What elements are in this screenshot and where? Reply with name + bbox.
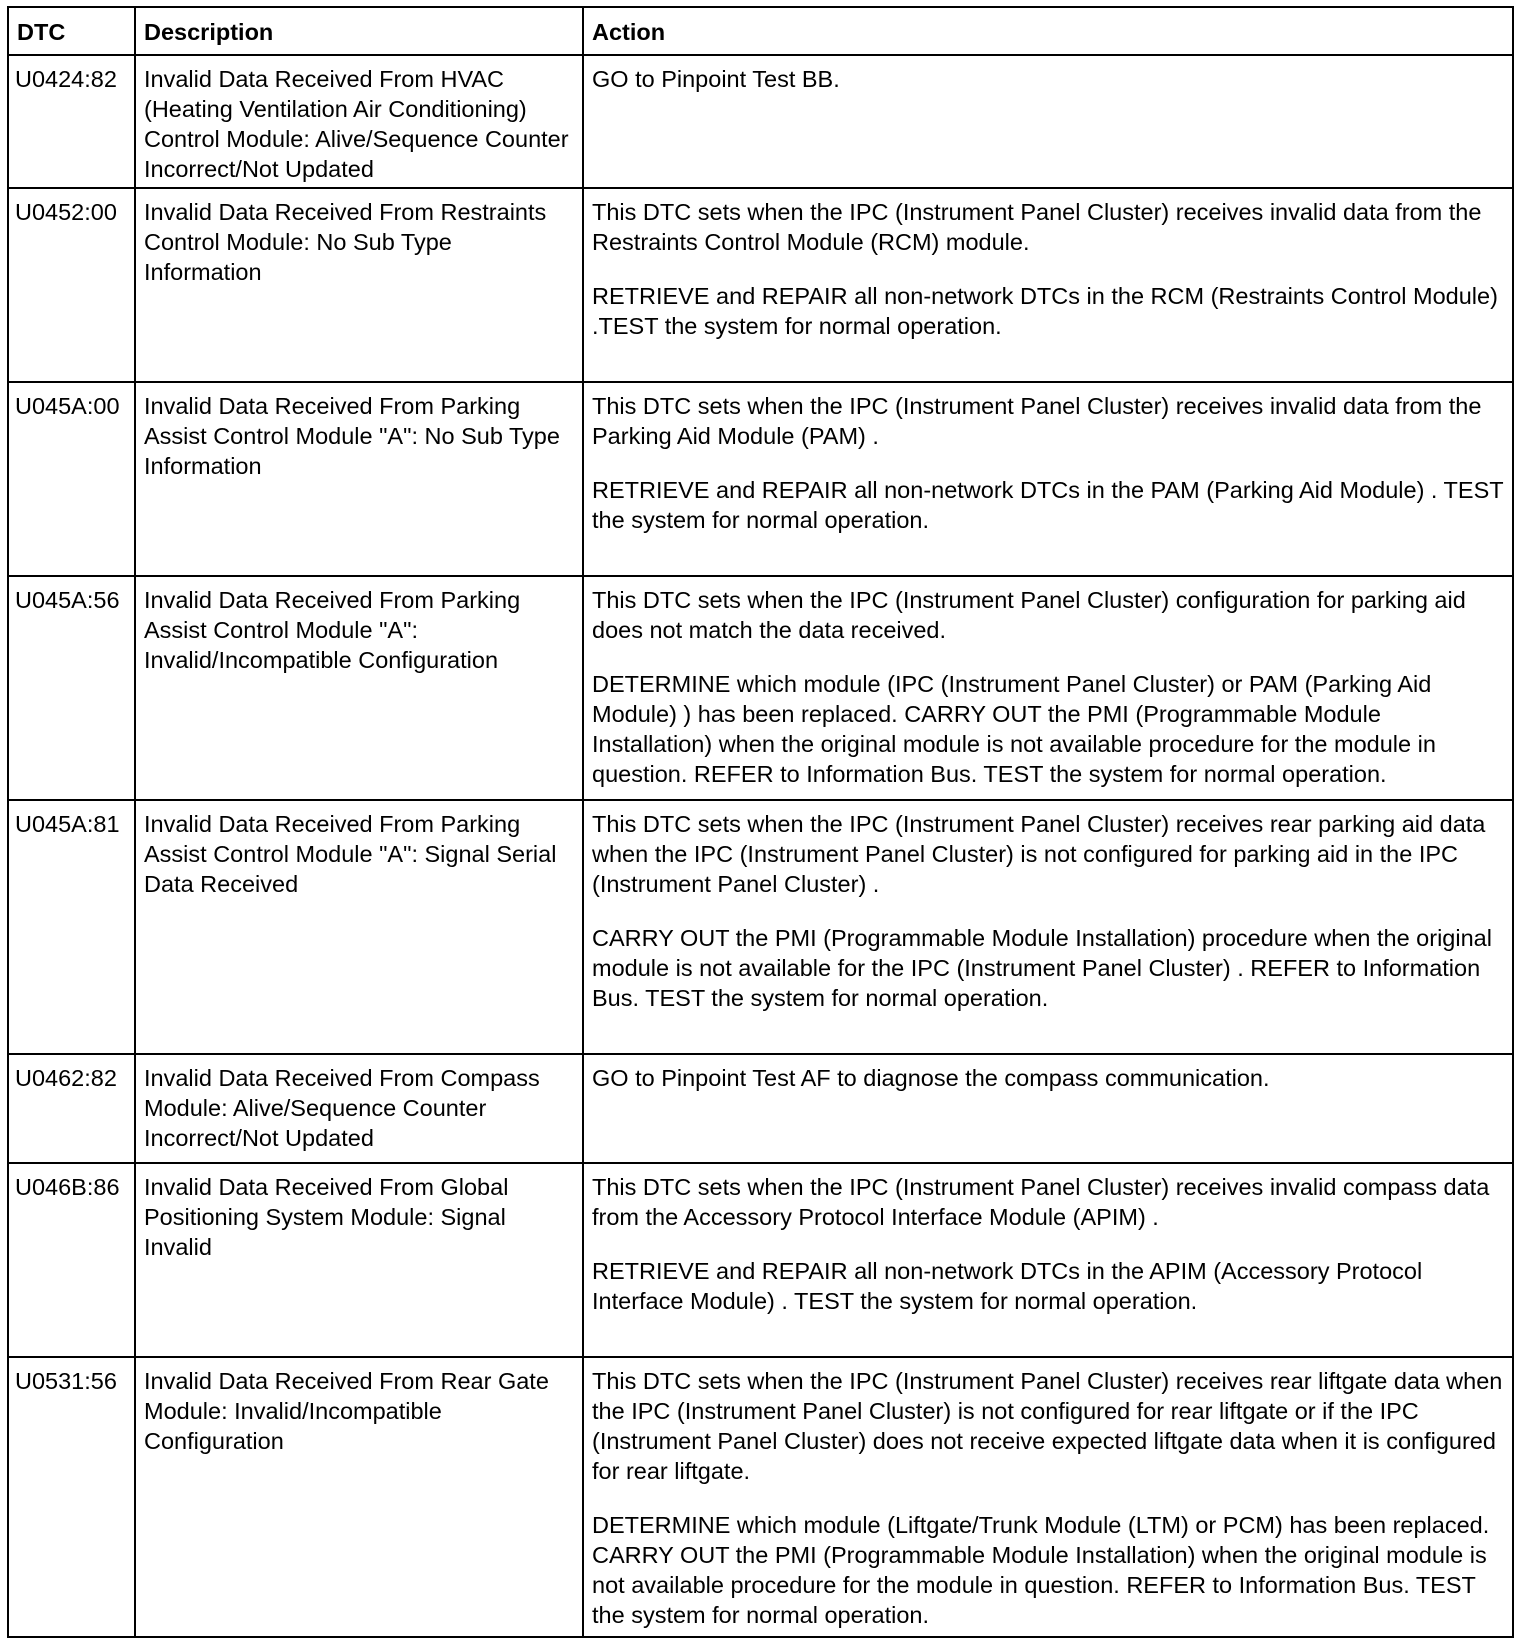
dtc-description: Invalid Data Received From Rear Gate Module: Invalid/Incompatible Configuration — [135, 1357, 583, 1637]
dtc-description: Invalid Data Received From Parking Assist Control Module "A": Invalid/Incompatible Configuration — [135, 576, 583, 800]
dtc-action — [583, 1163, 1513, 1357]
table-row — [8, 800, 1513, 1054]
column-header-action: Action — [583, 7, 1513, 55]
action-paragraph: RETRIEVE and REPAIR all non-network DTCs in the PAM (Parking Aid Module) . TEST the system for normal operation. — [592, 477, 1504, 533]
dtc-code: U0452:00 — [8, 188, 135, 382]
dtc-action — [583, 55, 1513, 188]
dtc-action — [583, 382, 1513, 576]
dtc-table — [7, 6, 1514, 1638]
dtc-code: U0531:56 — [8, 1357, 135, 1637]
dtc-code: U046B:86 — [8, 1163, 135, 1357]
action-paragraph: This DTC sets when the IPC (Instrument Panel Cluster) receives rear parking aid data when the IPC (Instrument Panel Cluster) is not configured for parking aid in the IPC (Instrument Panel Cluster) . — [592, 811, 1486, 897]
table-row — [8, 576, 1513, 800]
action-paragraph: This DTC sets when the IPC (Instrument Panel Cluster) receives invalid compass data from the Accessory Protocol Interface Module (APIM) . — [592, 1174, 1490, 1230]
table-row — [8, 55, 1513, 188]
action-paragraph: RETRIEVE and REPAIR all non-network DTCs in the APIM (Accessory Protocol Interface Module) . TEST the system for normal operation. — [592, 1258, 1423, 1314]
dtc-code: U045A:00 — [8, 382, 135, 576]
document-page — [7, 6, 1512, 1638]
action-paragraph: This DTC sets when the IPC (Instrument Panel Cluster) receives rear liftgate data when the IPC (Instrument Panel Cluster) is not configured for rear liftgate or if the IPC (Instrument Panel Cluster) does not receive expected liftgate data when it is configured for rear liftgate. — [592, 1368, 1503, 1484]
column-header-dtc: DTC — [8, 7, 135, 55]
action-paragraph: GO to Pinpoint Test AF to diagnose the compass communication. — [592, 1065, 1270, 1091]
column-header-description: Description — [135, 7, 583, 55]
dtc-description: Invalid Data Received From Compass Module: Alive/Sequence Counter Incorrect/Not Updated — [135, 1054, 583, 1163]
table-row — [8, 382, 1513, 576]
dtc-description: Invalid Data Received From Restraints Control Module: No Sub Type Information — [135, 188, 583, 382]
table-row — [8, 188, 1513, 382]
dtc-action — [583, 800, 1513, 1054]
action-paragraph: DETERMINE which module (Liftgate/Trunk Module (LTM) or PCM) has been replaced. CARRY OUT the PMI (Programmable Module Installation) when the original module is not available procedure for the module in question. REFER to Information Bus. TEST the system for normal operation. — [592, 1512, 1490, 1628]
dtc-action — [583, 1054, 1513, 1163]
action-paragraph: This DTC sets when the IPC (Instrument Panel Cluster) receives invalid data from the Restraints Control Module (RCM) module. — [592, 199, 1482, 255]
dtc-description: Invalid Data Received From Global Positioning System Module: Signal Invalid — [135, 1163, 583, 1357]
table-row — [8, 1163, 1513, 1357]
table-row — [8, 1357, 1513, 1637]
dtc-action — [583, 576, 1513, 800]
action-paragraph: DETERMINE which module (IPC (Instrument Panel Cluster) or PAM (Parking Aid Module) ) has been replaced. CARRY OUT the PMI (Programmable Module Installation) when the original module is not available procedure for the module in question. REFER to Information Bus. TEST the system for normal operation. — [592, 671, 1436, 787]
dtc-description: Invalid Data Received From HVAC (Heating Ventilation Air Conditioning) Control Module: Alive/Sequence Counter Incorrect/Not Updated — [135, 55, 583, 188]
action-paragraph: This DTC sets when the IPC (Instrument Panel Cluster) receives invalid data from the Parking Aid Module (PAM) . — [592, 393, 1482, 449]
action-paragraph: CARRY OUT the PMI (Programmable Module Installation) procedure when the original module is not available for the IPC (Instrument Panel Cluster) . REFER to Information Bus. TEST the system for normal operation. — [592, 925, 1492, 1011]
table-row — [8, 1054, 1513, 1163]
dtc-action — [583, 188, 1513, 382]
action-paragraph: RETRIEVE and REPAIR all non-network DTCs in the RCM (Restraints Control Module) .TEST the system for normal operation. — [592, 283, 1498, 339]
dtc-action — [583, 1357, 1513, 1637]
table-header-row — [8, 7, 1513, 55]
dtc-code: U045A:81 — [8, 800, 135, 1054]
dtc-code: U0424:82 — [8, 55, 135, 188]
dtc-code: U0462:82 — [8, 1054, 135, 1163]
action-paragraph: GO to Pinpoint Test BB. — [592, 66, 840, 92]
dtc-description: Invalid Data Received From Parking Assist Control Module "A": Signal Serial Data Received — [135, 800, 583, 1054]
dtc-description: Invalid Data Received From Parking Assist Control Module "A": No Sub Type Information — [135, 382, 583, 576]
action-paragraph: This DTC sets when the IPC (Instrument Panel Cluster) configuration for parking aid does not match the data received. — [592, 587, 1466, 643]
dtc-code: U045A:56 — [8, 576, 135, 800]
